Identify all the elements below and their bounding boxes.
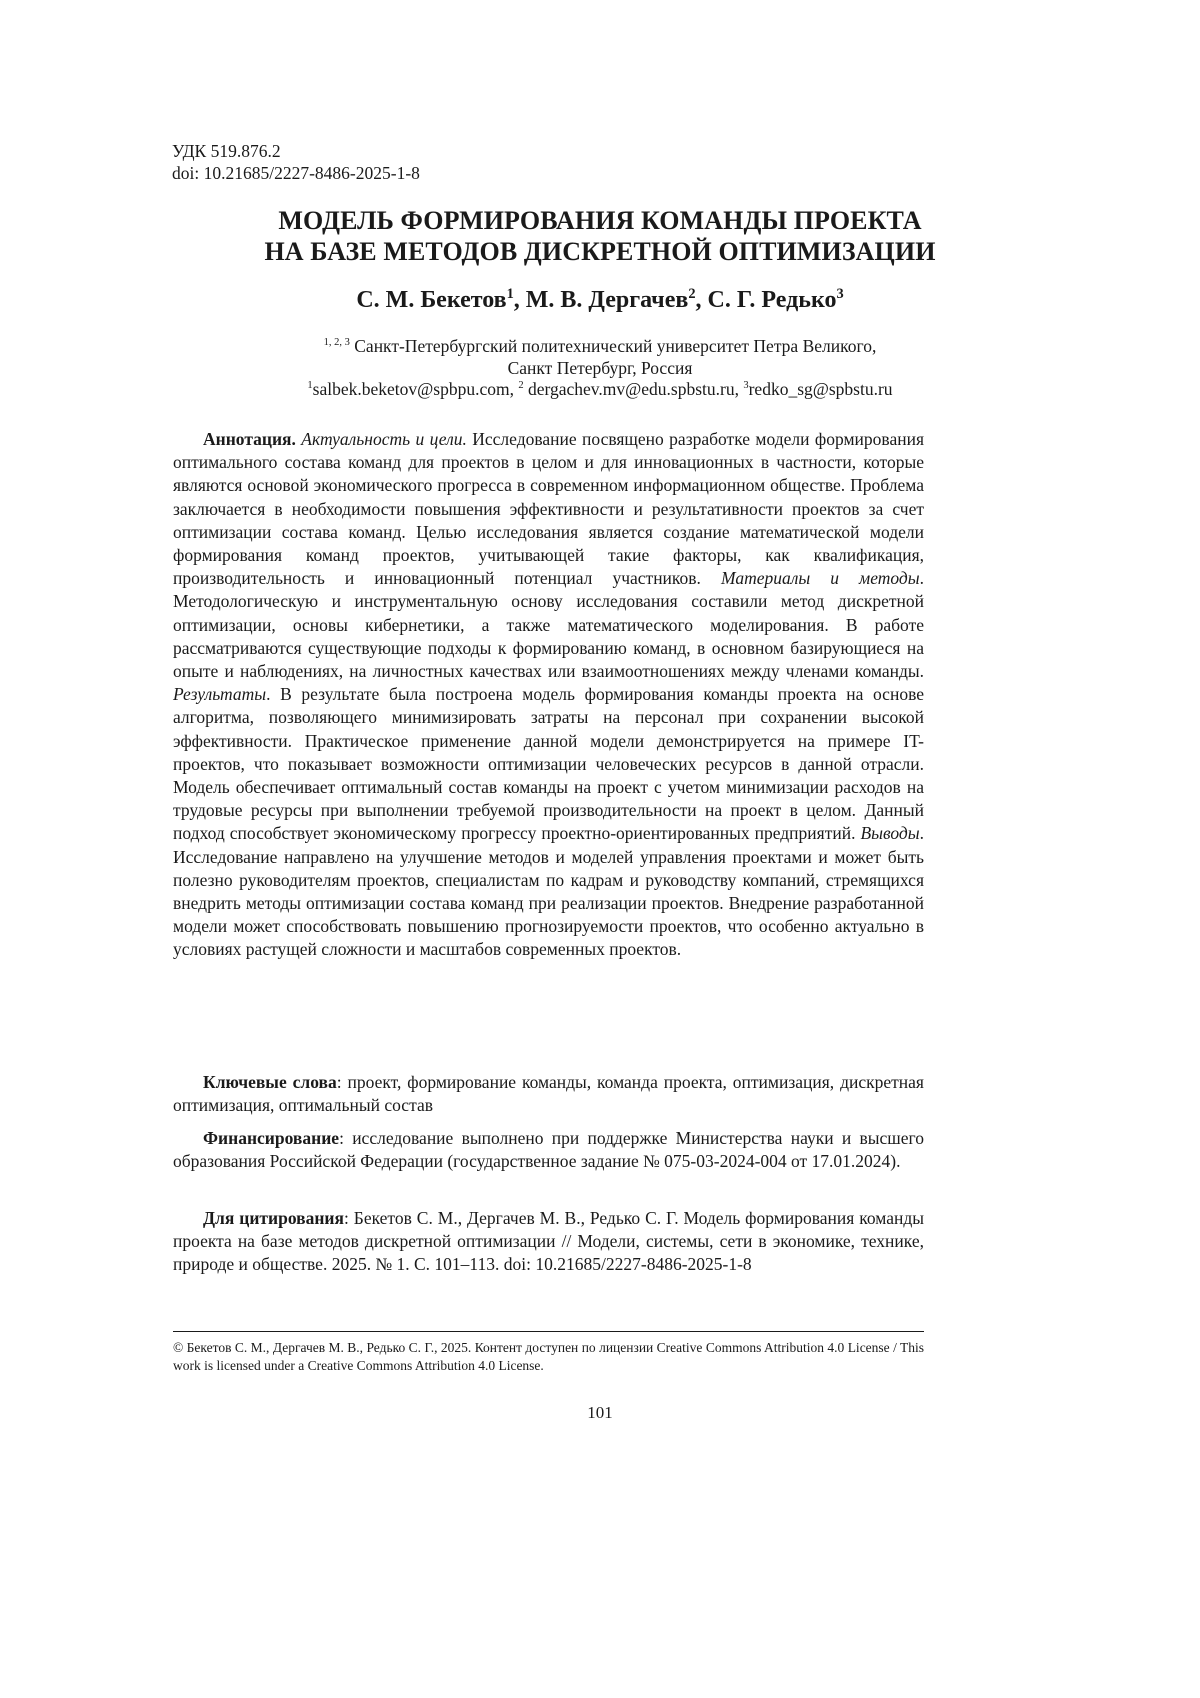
affiliation-city: Санкт Петербург, Россия <box>507 357 693 378</box>
funding-text: : исследование выполнено при поддержке Министерства науки и высшего образования Российской Федерации (государственное задание № 075-03-2024-004 от 17.01.2024). <box>173 1128 924 1172</box>
abstract-relevance-text: Исследование посвящено разработке модели формирования оптимального состава команд для проектов в целом и для инновационных в частности, которые являются основой экономического прогресса в современном информационном обществе. Проблема заключается в необходимости повышения эффективности и результативности проектов за счет оптимизации состава команд. Целью исследования является создание математической модели формирования команд проектов, учитывающей такие факторы, как квалификация, производительность и инновационный потенциал участников. <box>173 429 924 589</box>
email-2-mark: 2 <box>518 380 524 392</box>
title-line-1: МОДЕЛЬ ФОРМИРОВАНИЯ КОМАНДЫ ПРОЕКТА <box>278 206 922 235</box>
author-separator-1: , <box>513 287 526 313</box>
author-2: М. В. Дергачев <box>525 287 689 313</box>
email-1: salbek.beketov@spbpu.com, <box>312 379 519 399</box>
affiliation-university: Санкт-Петербургский политехнический университет Петра Великого, <box>349 336 877 356</box>
article-identifiers <box>172 140 420 184</box>
keywords-section <box>173 1071 924 1117</box>
page-number: 101 <box>587 1403 613 1422</box>
keywords-label: Ключевые слова <box>203 1072 337 1092</box>
author-3-mark: 3 <box>836 286 844 302</box>
email-2: dergachev.mv@edu.spbstu.ru, <box>523 379 744 399</box>
keywords-text: : проект, формирование команды, команда проекта, оптимизация, дискретная оптимизация, оптимальный состав <box>173 1072 924 1116</box>
abstract-section <box>173 428 924 962</box>
funding-paragraph <box>173 1127 924 1173</box>
abstract-conclusions-text: . Исследование направлено на улучшение методов и моделей управления проектами и может быть полезно руководителям проектов, специалистам по кадрам и руководству компаний, стремящихся внедрить методы оптимизации состава команд при реализации проектов. Внедрение разработанной модели может способствовать повышению прогнозируемости проектов, что особенно актуально в условиях растущей сложности и масштабов современных проектов. <box>173 823 924 960</box>
email-1-mark: 1 <box>307 380 313 392</box>
abstract-results-text: . В результате была построена модель формирования команды проекта на основе алгоритма, позволяющего минимизировать затраты на персонал при сохранении высокой эффективности. Практическое применение данной модели демонстрируется на примере IT-проектов, что показывает возможности оптимизации человеческих ресурсов в данной отрасли. Модель обеспечивает оптимальный состав команды на проект с учетом минимизации расходов на трудовые ресурсы при выполнении требуемой производительности на проект в целом. Данный подход способствует экономическому прогрессу проектно-ориентированных предприятий. <box>173 684 924 844</box>
udc-code: УДК 519.876.2 <box>172 141 281 161</box>
author-1-mark: 1 <box>506 286 514 302</box>
email-3-mark: 3 <box>743 380 749 392</box>
citation-paragraph <box>173 1207 924 1277</box>
author-1: С. М. Бекетов <box>356 287 507 313</box>
abstract-methods-text: . Методологическую и инструментальную основу исследования составили метод дискретной оптимизации, основы кибернетики, а также математического моделирования. В работе рассматриваются существующие подходы к формированию команд, в основном базирующиеся на опыте и наблюдениях, на личностных качествах или взаимоотношениях между членами команды. <box>173 568 924 682</box>
abstract-methods-heading: Материалы и методы <box>720 568 920 589</box>
authors <box>150 285 1050 315</box>
funding-section <box>173 1127 924 1173</box>
article-title <box>150 205 1050 267</box>
affiliation <box>150 336 1050 401</box>
email-3: redko_sg@spbstu.ru <box>748 379 893 399</box>
affiliation-line-1 <box>150 336 1050 358</box>
copyright-notice: © Бекетов С. М., Дергачев М. В., Редько С. Г., 2025. Контент доступен по лицензии Creative Commons Attribution 4.0 License / This work is licensed under a Creative Commons Attribution 4.0 License. <box>173 1340 924 1373</box>
author-2-mark: 2 <box>688 286 696 302</box>
author-3: С. Г. Редько <box>707 287 837 313</box>
author-separator-2: , <box>695 287 708 313</box>
abstract-results-heading: Результаты <box>173 684 267 705</box>
author-emails <box>150 379 1050 401</box>
doi: doi: 10.21685/2227-8486-2025-1-8 <box>172 163 420 183</box>
footer-divider <box>173 1331 924 1332</box>
abstract-label: Аннотация. <box>203 429 296 449</box>
abstract-conclusions-heading: Выводы <box>860 823 920 844</box>
funding-label: Финансирование <box>203 1128 340 1148</box>
title-line-2: НА БАЗЕ МЕТОДОВ ДИСКРЕТНОЙ ОПТИМИЗАЦИИ <box>264 237 936 266</box>
citation-section <box>173 1207 924 1277</box>
citation-label: Для цитирования <box>203 1208 344 1228</box>
keywords-paragraph <box>173 1071 924 1117</box>
citation-text: : Бекетов С. М., Дергачев М. В., Редько С. Г. Модель формирования команды проекта на базе методов дискретной оптимизации // Модели, системы, сети в экономике, технике, природе и обществе. 2025. № 1. С. 101–113. doi: 10.21685/2227-8486-2025-1-8 <box>173 1208 924 1275</box>
abstract-relevance-heading: Актуальность и цели. <box>301 429 467 449</box>
abstract-paragraph <box>173 428 924 962</box>
affiliation-marks: 1, 2, 3 <box>323 337 350 349</box>
